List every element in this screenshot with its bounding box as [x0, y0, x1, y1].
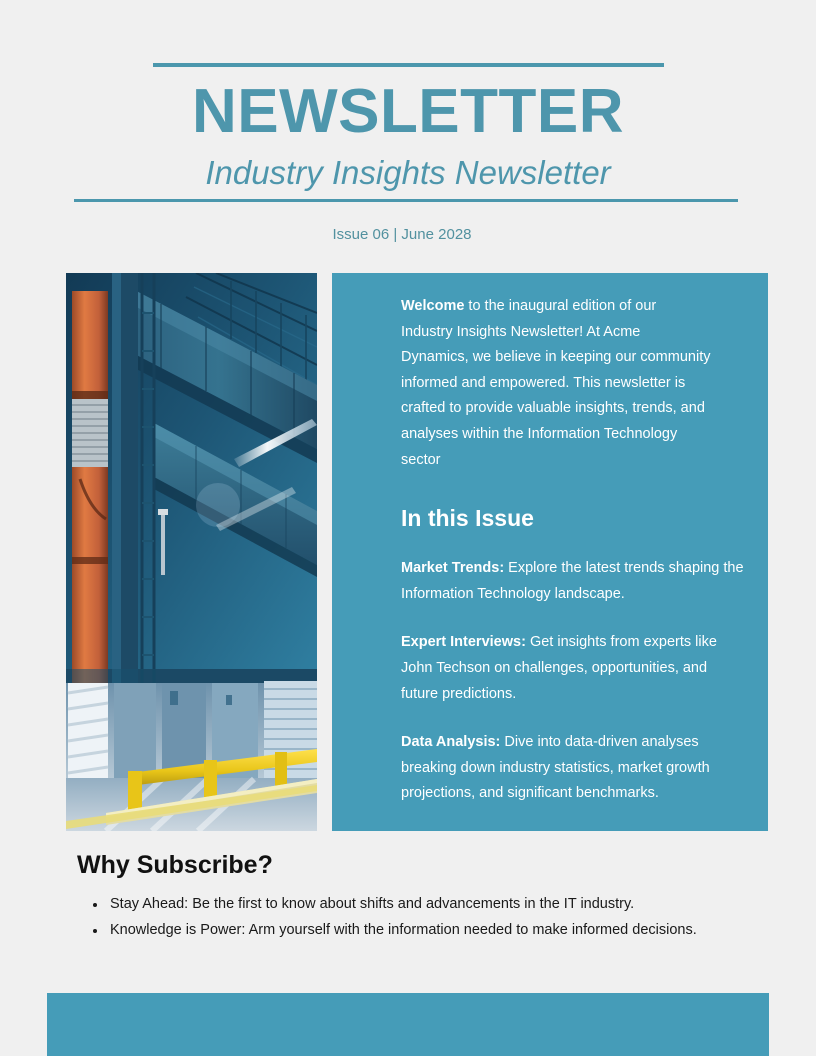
footer-band: [47, 993, 769, 1056]
issue-item-text: Dive into data-driven analyses breaking down industry statistics, market growth projections, and significant benchmarks.: [401, 734, 710, 802]
issue-item-label: Data Analysis:: [401, 734, 501, 751]
feature-photo: [66, 273, 317, 831]
masthead-bottom-rule: [74, 199, 738, 202]
welcome-body-text: to the inaugural edition of our Industry Insights Newsletter! At Acme Dynamics, we believe in keeping our community informed and empowered. This newsletter is crafted to provide valuable insights, trends, and analyses within the Information Technology sector: [401, 298, 711, 468]
list-item: Knowledge is Power: Arm yourself with the information needed to make informed decisions.: [77, 918, 737, 944]
masthead-top-rule: [153, 63, 664, 67]
welcome-lead-label: Welcome: [401, 298, 465, 314]
page-subtitle: Industry Insights Newsletter: [205, 154, 611, 191]
warehouse-interior-illustration: [66, 273, 317, 831]
in-this-issue-heading: In this Issue: [401, 505, 534, 532]
issue-date-line: Issue 06 | June 2028: [332, 226, 472, 243]
welcome-paragraph: [401, 294, 711, 473]
page-title: NEWSLETTER: [191, 77, 625, 146]
issue-item-label: Market Trends:: [401, 560, 505, 577]
list-item: Stay Ahead: Be the first to know about shifts and advancements in the IT industry.: [77, 892, 737, 918]
issue-item-market-trends: [401, 533, 745, 607]
issue-item-text: Get insights from experts like John Techson on challenges, opportunities, and future predictions.: [401, 634, 717, 702]
why-subscribe-list: [77, 892, 737, 943]
issue-item-text: Explore the latest trends shaping the Information Technology landscape.: [401, 560, 744, 602]
why-subscribe-heading: Why Subscribe?: [77, 851, 273, 879]
issue-item-data-analysis: [401, 707, 746, 807]
highlights-panel: [332, 273, 768, 831]
issue-item-expert-interviews: [401, 607, 741, 707]
issue-item-label: Expert Interviews:: [401, 634, 526, 651]
